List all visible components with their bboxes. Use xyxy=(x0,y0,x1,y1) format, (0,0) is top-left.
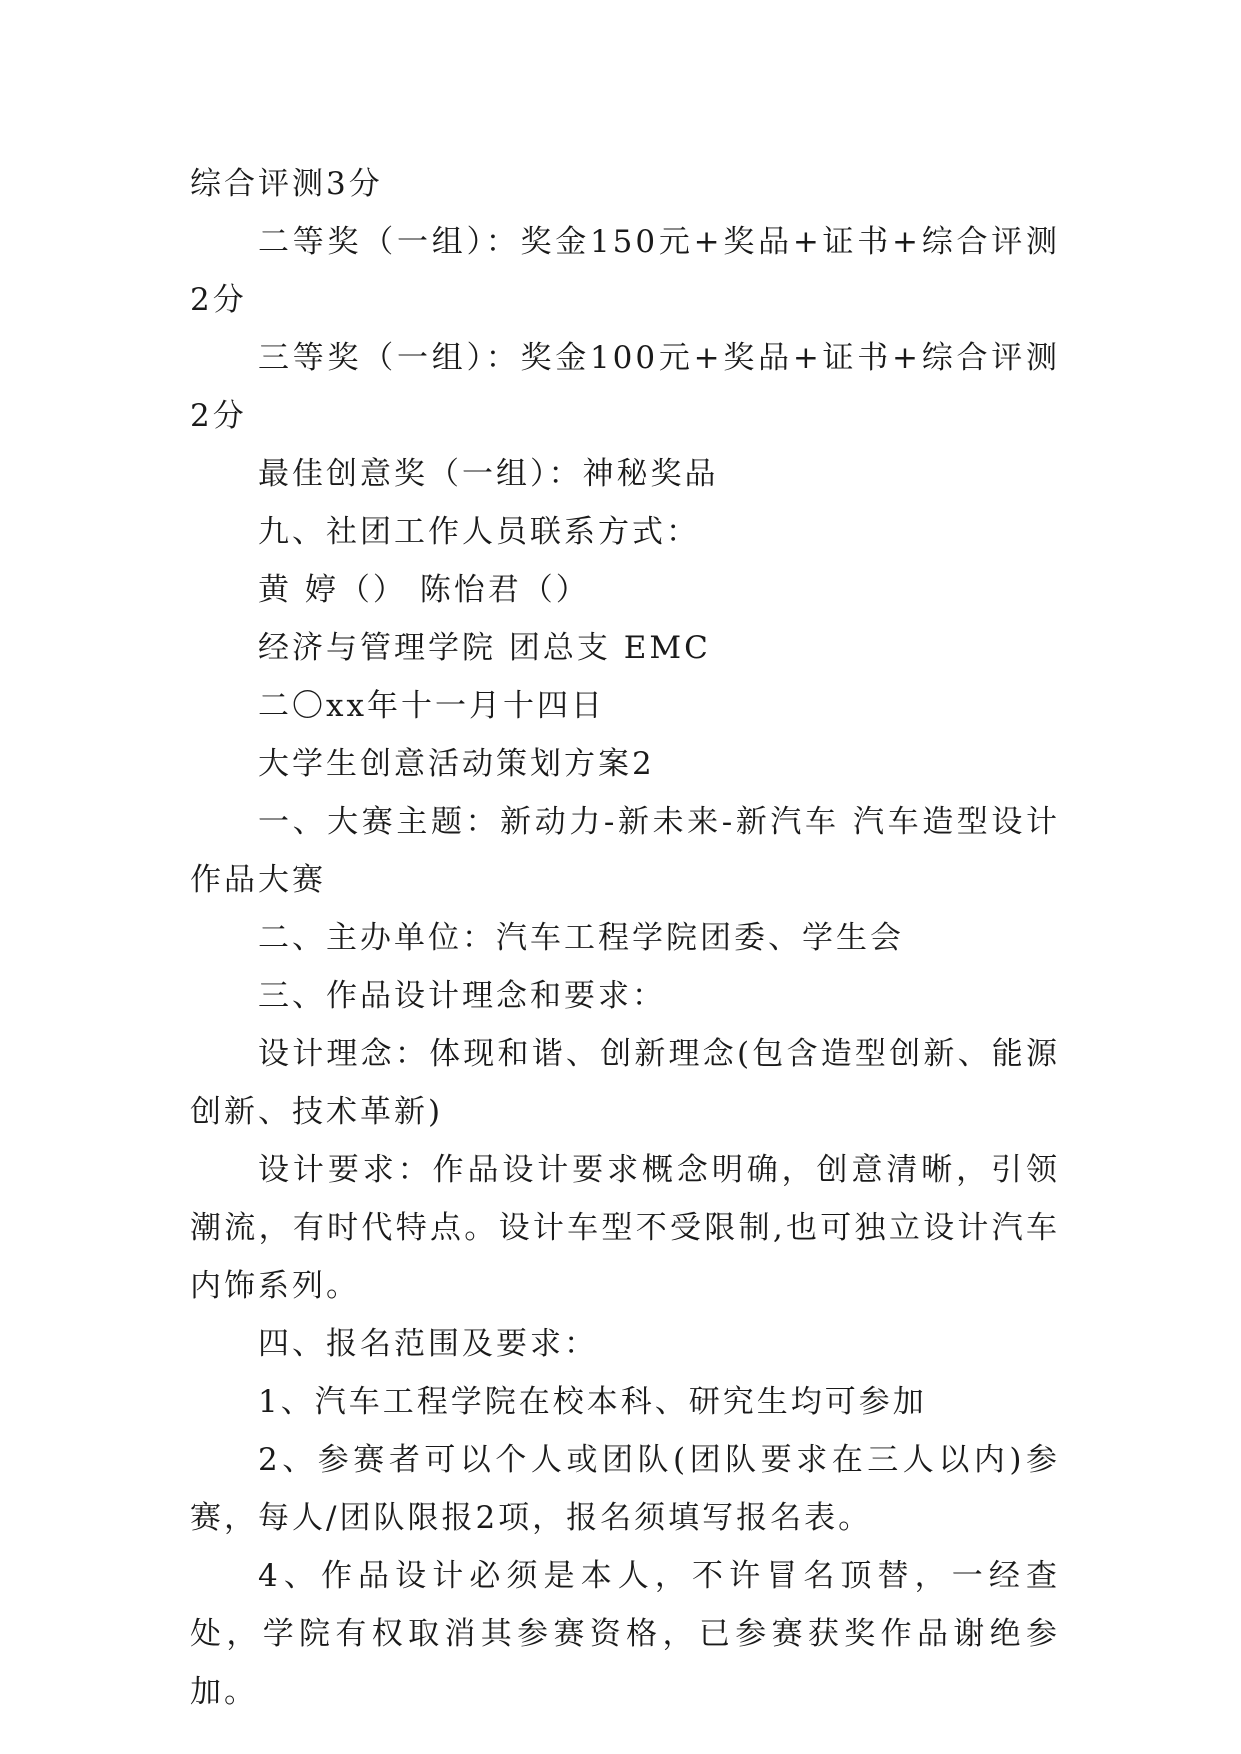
section-heading: 四、报名范围及要求： xyxy=(258,1326,598,1362)
paragraph: 设计要求：作品设计要求概念明确，创意清晰，引领潮流，有时代特点。设计车型不受限制,也可独立设计汽车内饰系列。 xyxy=(190,1152,1060,1304)
paragraph: 综合评测3分 xyxy=(190,166,383,202)
date-line: 二〇xx年十一月十四日 xyxy=(258,688,605,724)
section-heading: 三、作品设计理念和要求： xyxy=(258,978,666,1014)
paragraph: 最佳创意奖（一组）：神秘奖品 xyxy=(258,456,719,492)
paragraph: 三等奖（一组）：奖金100元+奖品+证书+综合评测2分 xyxy=(190,340,1060,434)
section-heading: 二、主办单位：汽车工程学院团委、学生会 xyxy=(258,920,904,956)
paragraph: 设计理念：体现和谐、创新理念(包含造型创新、能源创新、技术革新) xyxy=(190,1036,1060,1130)
document-title: 大学生创意活动策划方案2 xyxy=(258,746,655,782)
document-body xyxy=(190,155,1060,1721)
list-item: 4、作品设计必须是本人，不许冒名顶替，一经查处，学院有权取消其参赛资格，已参赛获奖作品谢绝参加。 xyxy=(190,1558,1060,1710)
paragraph: 二等奖（一组）：奖金150元+奖品+证书+综合评测2分 xyxy=(190,224,1060,318)
section-heading: 九、社团工作人员联系方式： xyxy=(258,514,700,550)
list-item: 1、汽车工程学院在校本科、研究生均可参加 xyxy=(258,1384,927,1420)
list-item: 2、参赛者可以个人或团队(团队要求在三人以内)参赛，每人/团队限报2项，报名须填写报名表。 xyxy=(190,1442,1060,1536)
organization-line: 经济与管理学院 团总支 EMC xyxy=(258,630,711,666)
section-heading: 一、大赛主题：新动力-新未来-新汽车 汽车造型设计作品大赛 xyxy=(190,804,1060,898)
contact-line: 黄 婷（） 陈怡君（） xyxy=(258,572,590,608)
